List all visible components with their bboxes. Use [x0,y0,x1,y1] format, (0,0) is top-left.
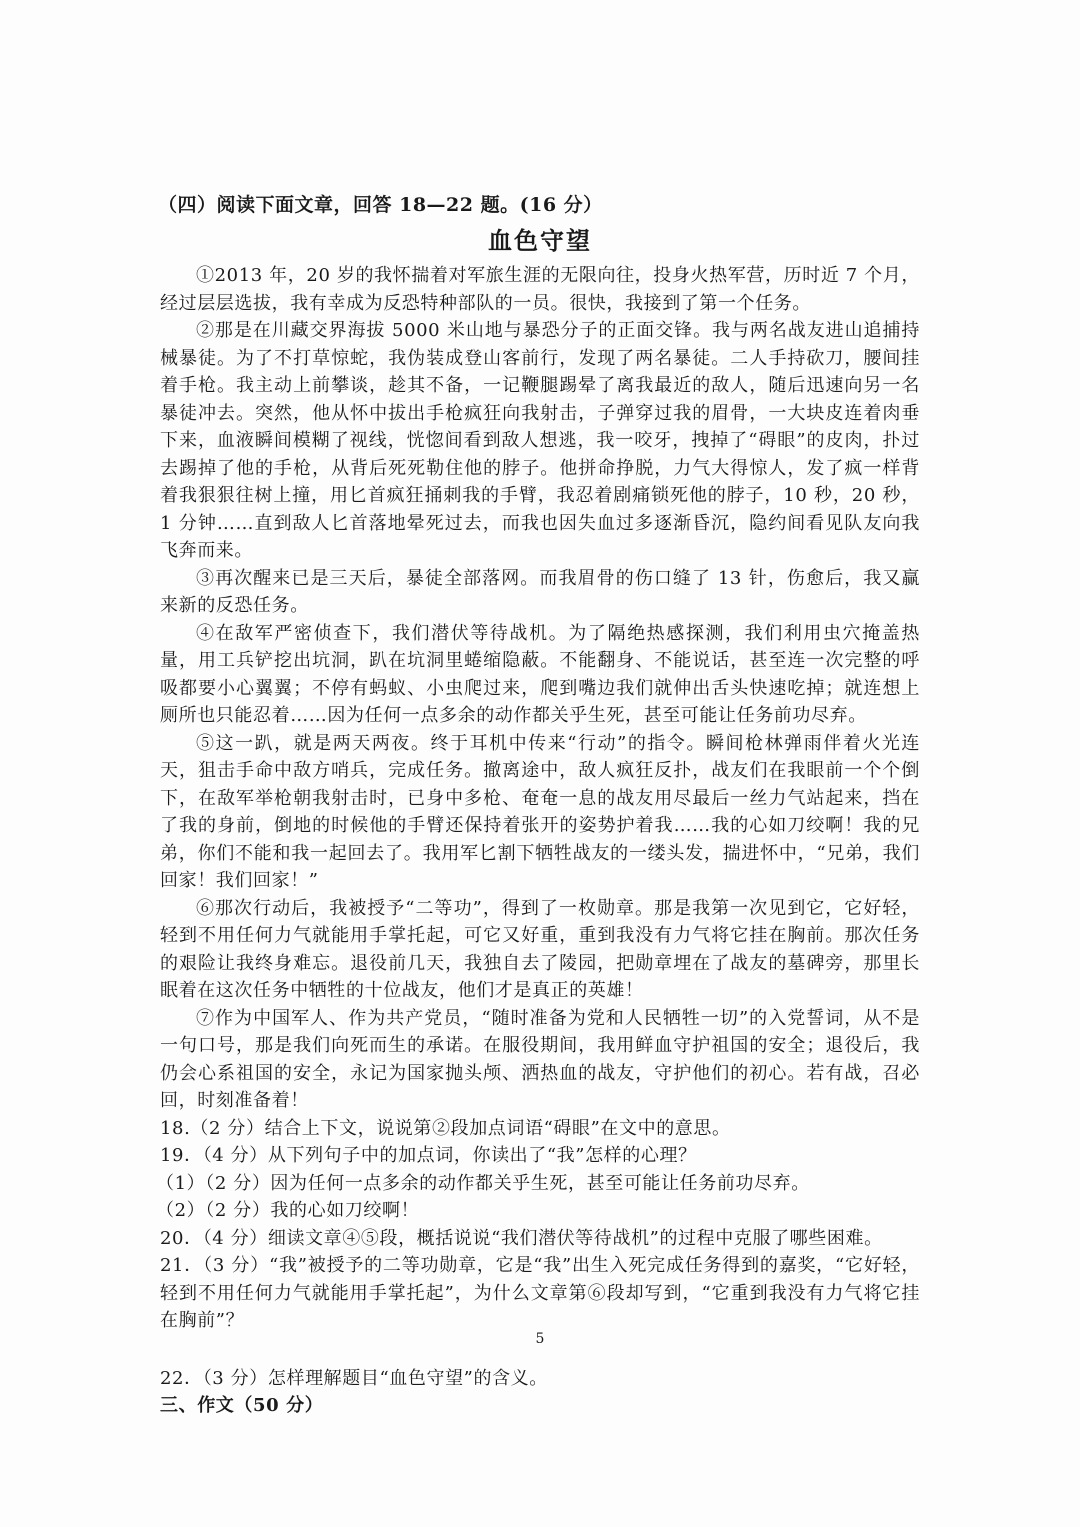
paragraph-4: ④在敌军严密侦查下，我们潜伏等待战机。为了隔绝热感探测，我们利用虫穴掩盖热量，用工兵铲挖出坑洞，趴在坑洞里蜷缩隐蔽。不能翻身、不能说话，甚至连一次完整的呼吸都要小心翼翼；不停有蚂蚁、小虫爬过来，爬到嘴边我们就伸出舌头快速吃掉；就连想上厕所也只能忍着……因为任何一点多余的动作都关乎生死，甚至可能让任务前功尽弃。 [160,622,920,726]
paragraph-3: ③再次醒来已是三天后，暴徒全部落网。而我眉骨的伤口缝了 13 针，伤愈后，我又赢来新的反恐任务。 [160,567,920,616]
question-18: 18.（2 分）结合上下文，说说第②段加点词语“碍眼”在文中的意思。 [160,1117,731,1139]
question-19-2: （2）（2 分）我的心如刀绞啊！ [156,1200,420,1221]
paragraph-7: ⑦作为中国军人、作为共产党员，“随时准备为党和人民牺牲一切”的入党誓词，从不是一句口号，那是我们向死而生的承诺。在服役期间，我用鲜血守护祖国的安全；退役后，我仍会心系祖国的安全，永记为国家抛头颅、洒热血的战友，守护他们的初心。若有战，召必回，时刻准备着！ [160,1007,920,1111]
question-21: 21．（3 分）“我”被授予的二等功勋章，它是“我”出生入死完成任务得到的嘉奖，“它好轻，轻到不用任何力气就能用手掌托起”，为什么文章第⑥段却写到，“它重到我没有力气将它挂在胸前”？ [160,1255,920,1331]
paragraph-2: ②那是在川藏交界海拔 5000 米山地与暴恐分子的正面交锋。我与两名战友进山追捕持械暴徒。为了不打草惊蛇，我伪装成登山客前行，发现了两名暴徒。二人手持砍刀，腰间挂着手枪。我主动上前攀谈，趁其不备，一记鞭腿踢晕了离我最近的敌人，随后迅速向另一名暴徒冲去。突然，他从怀中拔出手枪疯狂向我射击，子弹穿过我的眉骨，一大块皮连着肉垂下来，血液瞬间模糊了视线，恍惚间看到敌人想逃，我一咬牙，拽掉了“碍眼”的皮肉，扑过去踢掉了他的手枪，从背后死死勒住他的脖子。他拼命挣脱，力气大得惊人，发了疯一样背着我狠狠往树上撞，用匕首疯狂捅刺我的手臂，我忍着剧痛锁死他的脖子，10 秒，20 秒，1 分钟……直到敌人匕首落地晕死过去，而我也因失血过多逐渐昏沉，隐约间看见队友向我飞奔而来。 [160,320,920,561]
section-heading: （四）阅读下面文章，回答 18—22 题。(16 分） [158,194,603,216]
article-title: 血色守望 [488,226,592,255]
question-19-1: （1）（2 分）因为任何一点多余的动作都关乎生死，甚至可能让任务前功尽弃。 [156,1172,810,1194]
paragraph-6: ⑥那次行动后，我被授予“二等功”，得到了一枚勋章。那是我第一次见到它，它好轻，轻到不用任何力气就能用手掌托起，可它又好重，重到我没有力气将它挂在胸前。那次任务的艰险让我终身难忘。退役前几天，我独自去了陵园，把勋章埋在了战友的墓碑旁，那里长眠着在这次任务中牺牲的十位战友，他们才是真正的英雄！ [160,897,920,1001]
paragraph-5: ⑤这一趴，就是两天两夜。终于耳机中传来“行动”的指令。瞬间枪林弹雨伴着火光连天，狙击手命中敌方哨兵，完成任务。撤离途中，敌人疯狂反扑，战友们在我眼前一个个倒下，在敌军举枪朝我射击时，已身中多枪、奄奄一息的战友用尽最后一丝力气站起来，挡在了我的身前，倒地的时候他的手臂还保持着张开的姿势护着我……我的心如刀绞啊！我的兄弟，你们不能和我一起回去了。我用军匕割下牺牲战友的一缕头发，揣进怀中，“兄弟，我们回家！我们回家！” [160,732,920,891]
page-content [156,190,920,1420]
composition-heading: 三、作文（50 分） [160,1395,324,1416]
question-19: 19．（4 分）从下列句子中的加点词，你读出了“我”怎样的心理？ [160,1145,697,1166]
question-22: 22．（3 分）怎样理解题目“血色守望”的含义。 [160,1367,548,1389]
question-20: 20．（4 分）细读文章④⑤段，概括说说“我们潜伏等待战机”的过程中克服了哪些困难。 [160,1227,883,1249]
page-number: 5 [535,1331,545,1347]
paragraph-1: ①2013 年，20 岁的我怀揣着对军旅生涯的无限向往，投身火热军营，历时近 7 个月，经过层层选拔，我有幸成为反恐特种部队的一员。很快，我接到了第一个任务。 [160,265,920,314]
